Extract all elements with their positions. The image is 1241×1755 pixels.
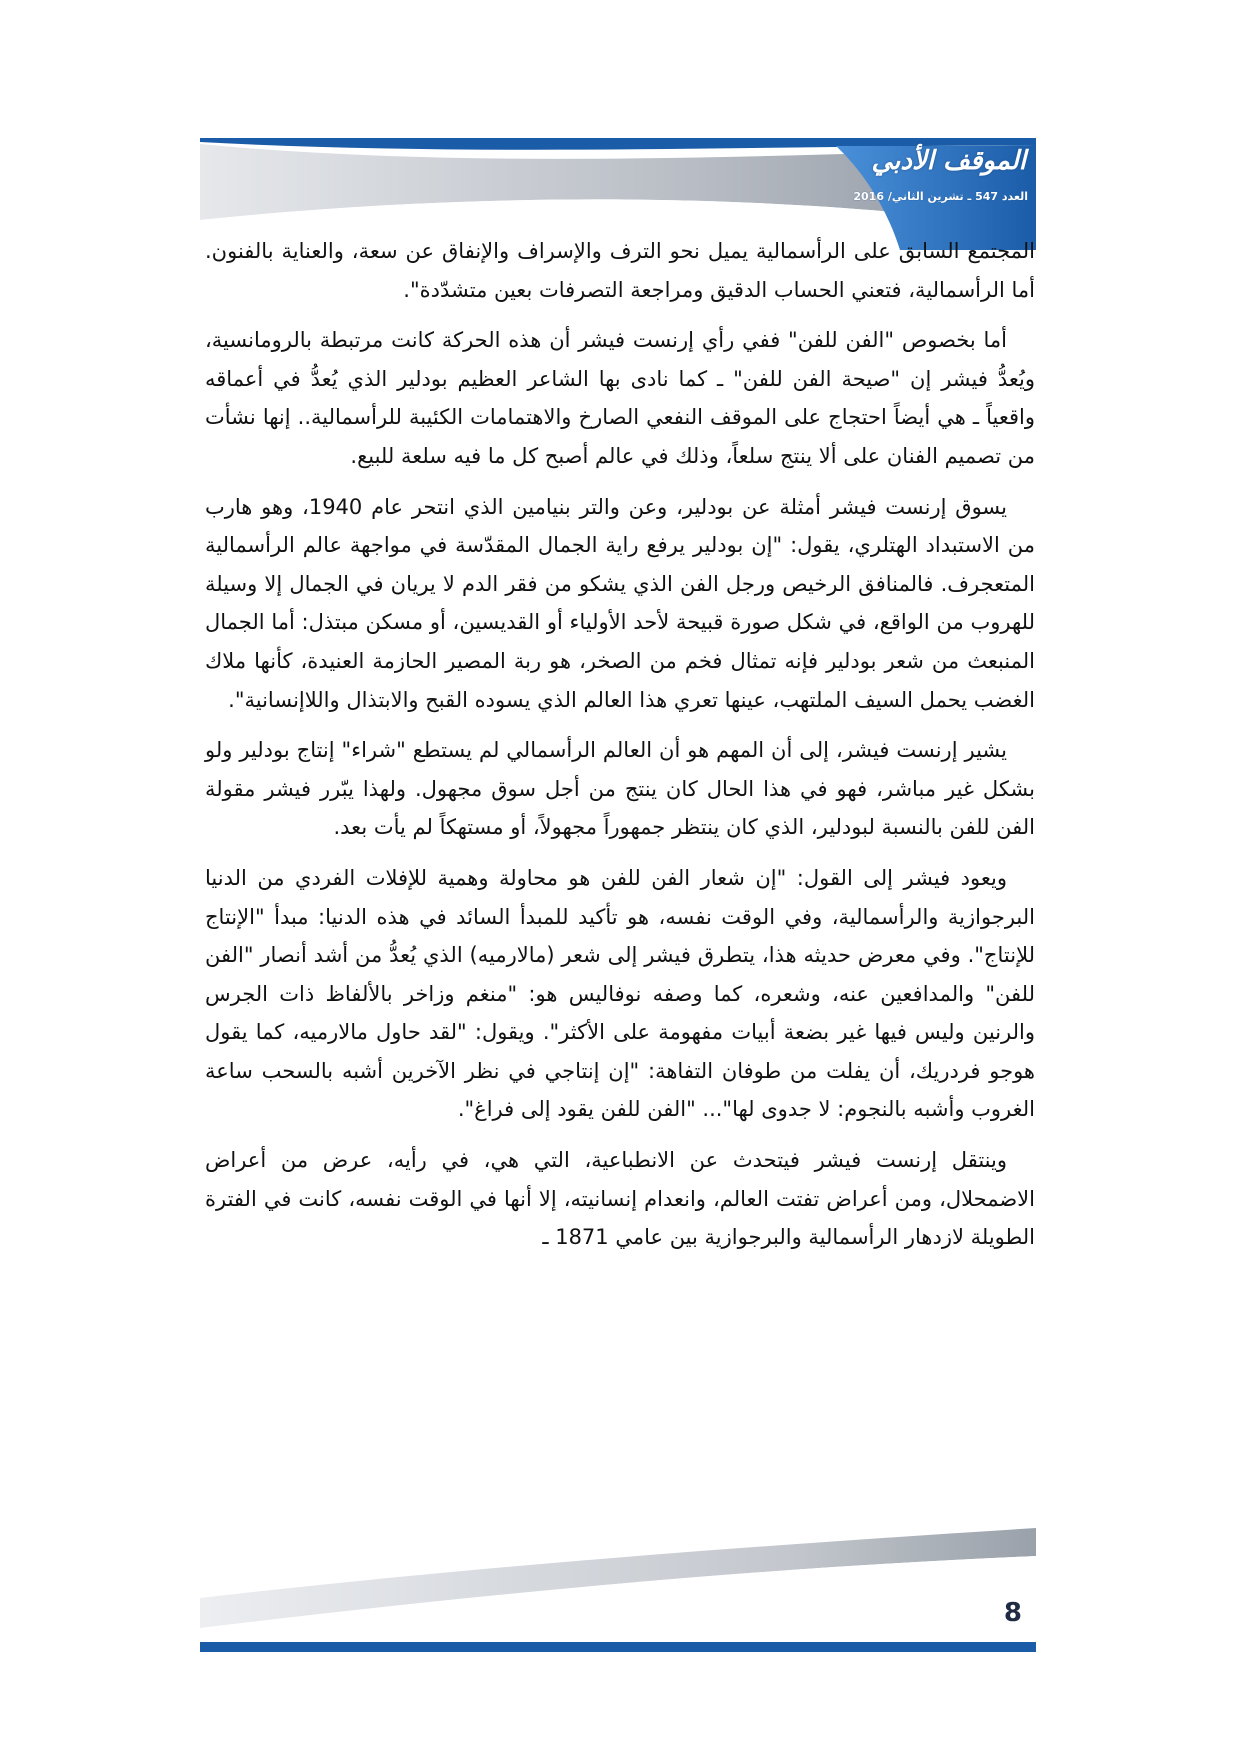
page-number: 8 (1003, 1598, 1022, 1628)
page-footer (200, 1528, 1036, 1652)
paragraph: أما بخصوص "الفن للفن" ففي رأي إرنست فيشر أن هذه الحركة كانت مرتبطة بالرومانسية، ويُعدُّ فيشر إن "صيحة الفن للفن" ـ كما نادى بها الشاعر العظيم بودلير الذي يُعدُّ في أعماقه واقعياً ـ هي أيضاً احتجاج على الموقف النفعي الصارخ والاهتمامات الكئيبة للرأسمالية.. إنها نشأت من تصميم الفنان على ألا ينتج سلعاً، وذلك في عالم أصبح كل ما فيه سلعة للبيع. (205, 328, 1035, 468)
paragraph: ويعود فيشر إلى القول: "إن شعار الفن للفن هو محاولة وهمية للإفلات الفردي من الدنيا البرجوازية والرأسمالية، وفي الوقت نفسه، هو تأكيد للمبدأ السائد في هذه الدنيا: مبدأ "الإنتاج للإنتاج". وفي معرض حديثه هذا، يتطرق فيشر إلى شعر (مالارميه) الذي يُعدُّ من أشد أنصار "الفن للفن" والمدافعين عنه، وشعره، كما وصفه نوفاليس هو: "منغم وزاخر بالألفاظ ذات الجرس والرنين وليس فيها غير بضعة أبيات مفهومة على الأكثر". ويقول: "لقد حاول مالارميه، كما يقول هوجو فردريك، أن يفلت من طوفان التفاهة: "إن إنتاجي في نظر الآخرين أشبه بالسحب ساعة الغروب وأشبه بالنجوم: لا جدوى لها"... "الفن للفن يقود إلى فراغ". (205, 865, 1035, 1122)
article-body (205, 232, 1035, 1269)
paragraph: يسوق إرنست فيشر أمثلة عن بودلير، وعن والتر بنيامين الذي انتحر عام 1940، وهو هارب من الاستبداد الهتلري، يقول: "إن بودلير يرفع راية الجمال المقدّسة في مواجهة عالم الرأسمالية المتعجرف. فالمنافق الرخيص ورجل الفن الذي يشكو من فقر الدم لا يريان في الجمال إلا وسيلة للهروب من الواقع، في شكل صورة قبيحة لأحد الأولياء أو القديسين، أو مسكن مبتذل: أما الجمال المنبعث من شعر بودلير فإنه تمثال فخم من الصخر، هو ربة المصير الحازمة العنيدة، كأنها ملاك الغضب يحمل السيف الملتهب، عينها تعري هذا العالم الذي يسوده القبح والابتذال واللاإنسانية". (205, 494, 1035, 712)
footer-swoosh-graphic (200, 1528, 1036, 1652)
magazine-logo: الموقف الأدبي (871, 146, 1026, 176)
paragraph: المجتمع السابق على الرأسمالية يميل نحو الترف والإسراف والإنفاق عن سعة، والعناية بالفنون. أما الرأسمالية، فتعني الحساب الدقيق ومراجعة التصرفات بعين متشدّدة". (205, 239, 1035, 302)
paragraph: يشير إرنست فيشر، إلى أن المهم هو أن العالم الرأسمالي لم يستطع "شراء" إنتاج بودلير ولو بشكل غير مباشر، فهو في هذا الحال كان ينتج من أجل سوق مجهول. ولهذا يبّرر فيشر مقولة الفن للفن بالنسبة لبودلير، الذي كان ينتظر جمهوراً مجهولاً، أو مستهكاً لم يأت بعد. (205, 738, 1035, 840)
paragraph: وينتقل إرنست فيشر فيتحدث عن الانطباعية، التي هي، في رأيه، عرض من أعراض الاضمحلال، ومن أعراض تفتت العالم، وانعدام إنسانيته، إلا أنها في الوقت نفسه، كانت في الفترة الطويلة لازدهار الرأسمالية والبرجوازية بين عامي 1871 ـ (205, 1148, 1035, 1250)
issue-line: العدد 547 ـ تشرين الثاني/ 2016 (853, 190, 1028, 203)
